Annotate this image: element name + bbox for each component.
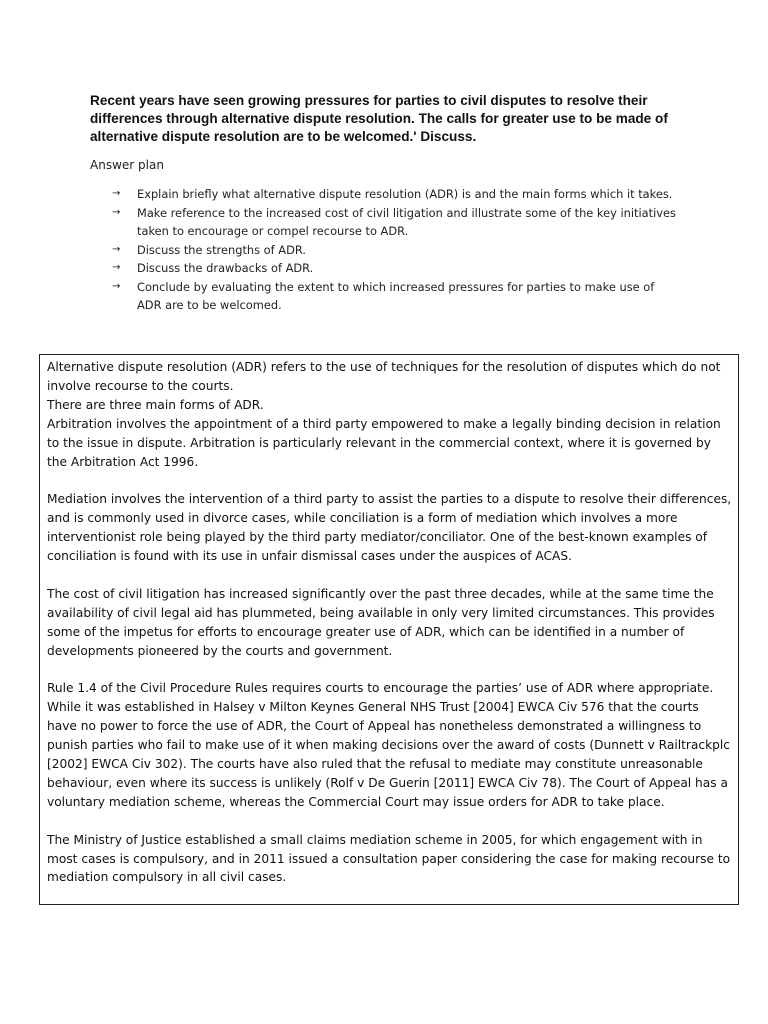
answer-paragraph: Alternative dispute resolution (ADR) refers to the use of techniques for the resolution of disputes which do not involve recourse to the courts. (47, 360, 721, 393)
arrow-bullet-icon: → (112, 188, 121, 199)
answer-paragraph: Rule 1.4 of the Civil Procedure Rules requires courts to encourage the parties’ use of ADR where appropriate. While it was established in Halsey v Milton Keynes General NHS Trust [2004] EWCA Civ 576 that the courts have no power to force the use of ADR, the Court of Appeal has nonetheless demonstrated a willingness to punish parties who fail to make use of it when making decisions over the award of costs (Dunnett v Railtrackplc [2002] EWCA Civ 302). The courts have also ruled that the refusal to mediate may constitute unreasonable behaviour, even where its success is unlikely (Rolf v De Guerin [2011] EWCA Civ 78). The Court of Appeal has a voluntary mediation scheme, whereas the Commercial Court may issue orders for ADR to take place. (47, 681, 730, 809)
plan-item (112, 259, 682, 278)
arrow-bullet-icon: → (112, 243, 121, 255)
answer-plan-heading: Answer plan (90, 158, 164, 172)
arrow-bullet-icon: → (112, 206, 121, 218)
plan-item-text: Explain briefly what alternative dispute resolution (ADR) is and the main forms which it takes. (137, 187, 673, 201)
arrow-bullet-icon: → (112, 280, 121, 292)
answer-box (39, 354, 739, 905)
question-text: Recent years have seen growing pressures for parties to civil disputes to resolve their differences through alternative dispute resolution. The calls for greater use to be made of alternative dispute resolution are to be welcomed.' Discuss. (90, 93, 668, 144)
plan-item-text: Discuss the drawbacks of ADR. (137, 261, 314, 275)
answer-plan-list (112, 185, 682, 315)
plan-item (112, 185, 682, 204)
plan-item-text: Conclude by evaluating the extent to which increased pressures for parties to make use of ADR are to be welcomed. (137, 279, 655, 312)
arrow-bullet-icon: → (112, 262, 121, 273)
plan-item (112, 278, 682, 315)
answer-paragraph: The cost of civil litigation has increased significantly over the past three decades, while at the same time the availability of civil legal aid has plummeted, being available in only very limited circumstances. This provides some of the impetus for efforts to encourage greater use of ADR, which can be identified in a number of developments pioneered by the courts and government. (47, 586, 715, 658)
plan-item (112, 204, 682, 241)
answer-paragraph: There are three main forms of ADR. (47, 397, 264, 412)
answer-paragraph: Arbitration involves the appointment of a third party empowered to make a legally binding decision in relation to the issue in dispute. Arbitration is particularly relevant in the commercial context, where it is governed by the Arbitration Act 1996. (47, 416, 721, 469)
plan-item-text: Make reference to the increased cost of civil litigation and illustrate some of the key initiatives taken to encourage or compel recourse to ADR. (137, 205, 676, 238)
plan-item-text: Discuss the strengths of ADR. (137, 242, 306, 257)
plan-item (112, 241, 682, 260)
answer-paragraph: Mediation involves the intervention of a third party to assist the parties to a dispute to resolve their differences, and is commonly used in divorce cases, while conciliation is a form of mediation which involves a more interventionist role being played by the third party mediator/conciliator. One of the best-known examples of conciliation is found with its use in unfair dismissal cases under the auspices of ACAS. (47, 492, 732, 564)
answer-paragraph: The Ministry of Justice established a small claims mediation scheme in 2005, for which engagement with in most cases is compulsory, and in 2011 issued a consultation paper considering the case for making recourse to mediation compulsory in all civil cases. (47, 832, 731, 885)
